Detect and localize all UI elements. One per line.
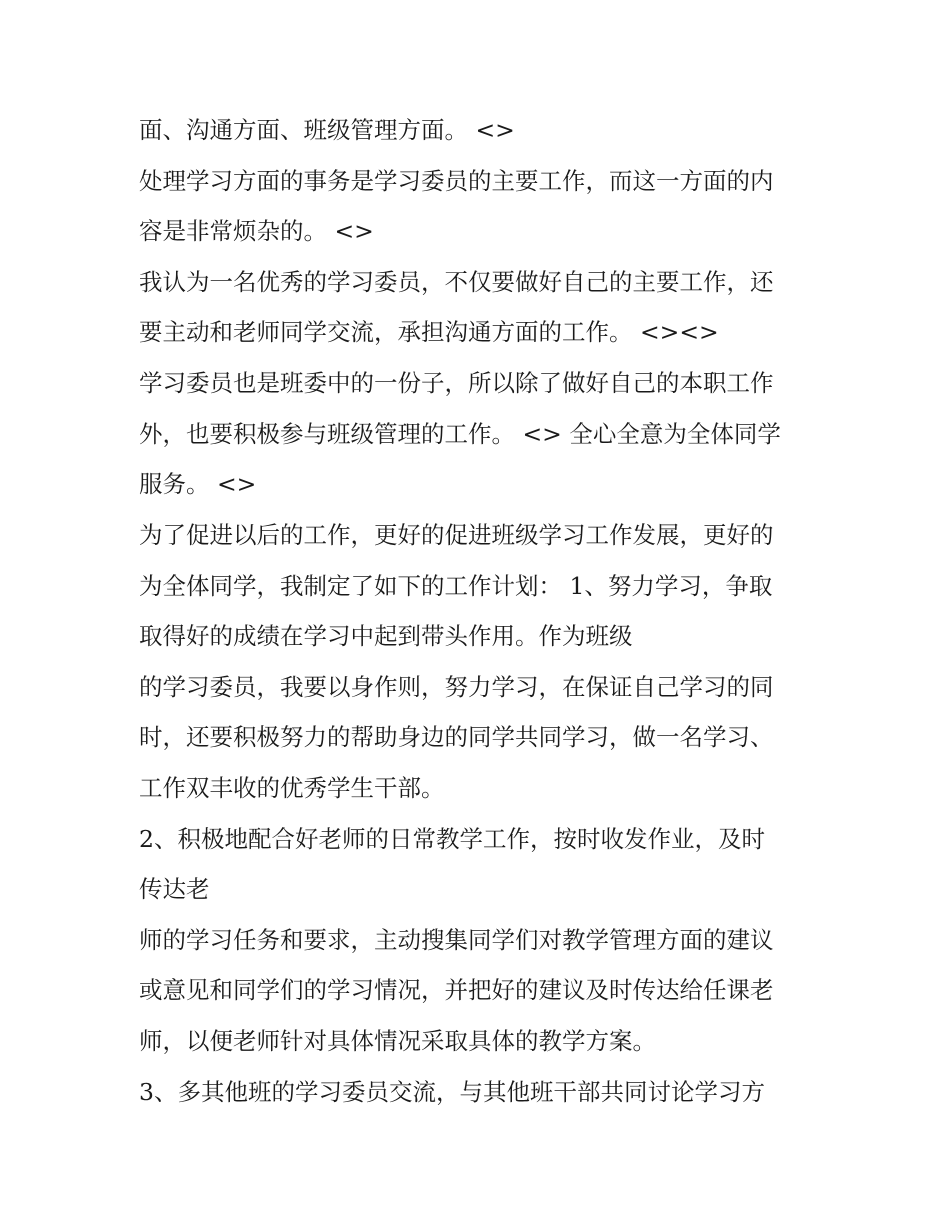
- text-line: 时，还要积极努力的帮助身边的同学共同学习，做一名学习、: [139, 723, 774, 751]
- text-line: 工作双丰收的优秀学生干部。: [139, 774, 445, 802]
- text-line: 2、积极地配合好老师的日常教学工作，按时收发作业，及时: [139, 825, 765, 853]
- text-line: 学习委员也是班委中的一份子，所以除了做好自己的本职工作: [139, 369, 774, 397]
- text-line: 服务。 <>: [139, 470, 257, 498]
- text-line: 或意见和同学们的学习情况，并把好的建议及时传达给任课老: [139, 976, 774, 1004]
- text-line: 传达老: [139, 875, 210, 903]
- text-line: 的学习委员，我要以身作则，努力学习，在保证自己学习的同: [139, 673, 774, 701]
- text-line: 为全体同学，我制定了如下的工作计划： 1、努力学习，争取: [139, 572, 773, 600]
- text-line: 我认为一名优秀的学习委员，不仅要做好自己的主要工作，还: [139, 268, 774, 296]
- text-line: 要主动和老师同学交流，承担沟通方面的工作。 <><>: [139, 318, 719, 346]
- text-line: 取得好的成绩在学习中起到带头作用。作为班级: [139, 622, 633, 650]
- text-line: 外，也要积极参与班级管理的工作。 <> 全心全意为全体同学: [139, 420, 781, 448]
- text-line: 师，以便老师针对具体情况采取具体的教学方案。: [139, 1027, 656, 1055]
- text-line: 处理学习方面的事务是学习委员的主要工作，而这一方面的内: [139, 167, 774, 195]
- text-line: 为了促进以后的工作，更好的促进班级学习工作发展，更好的: [139, 521, 774, 549]
- text-line: 容是非常烦杂的。 <>: [139, 217, 374, 245]
- text-line: 面、沟通方面、班级管理方面。 <>: [139, 116, 515, 144]
- text-line: 师的学习任务和要求，主动搜集同学们对教学管理方面的建议: [139, 926, 774, 954]
- text-line: 3、多其他班的学习委员交流，与其他班干部共同讨论学习方: [139, 1078, 765, 1106]
